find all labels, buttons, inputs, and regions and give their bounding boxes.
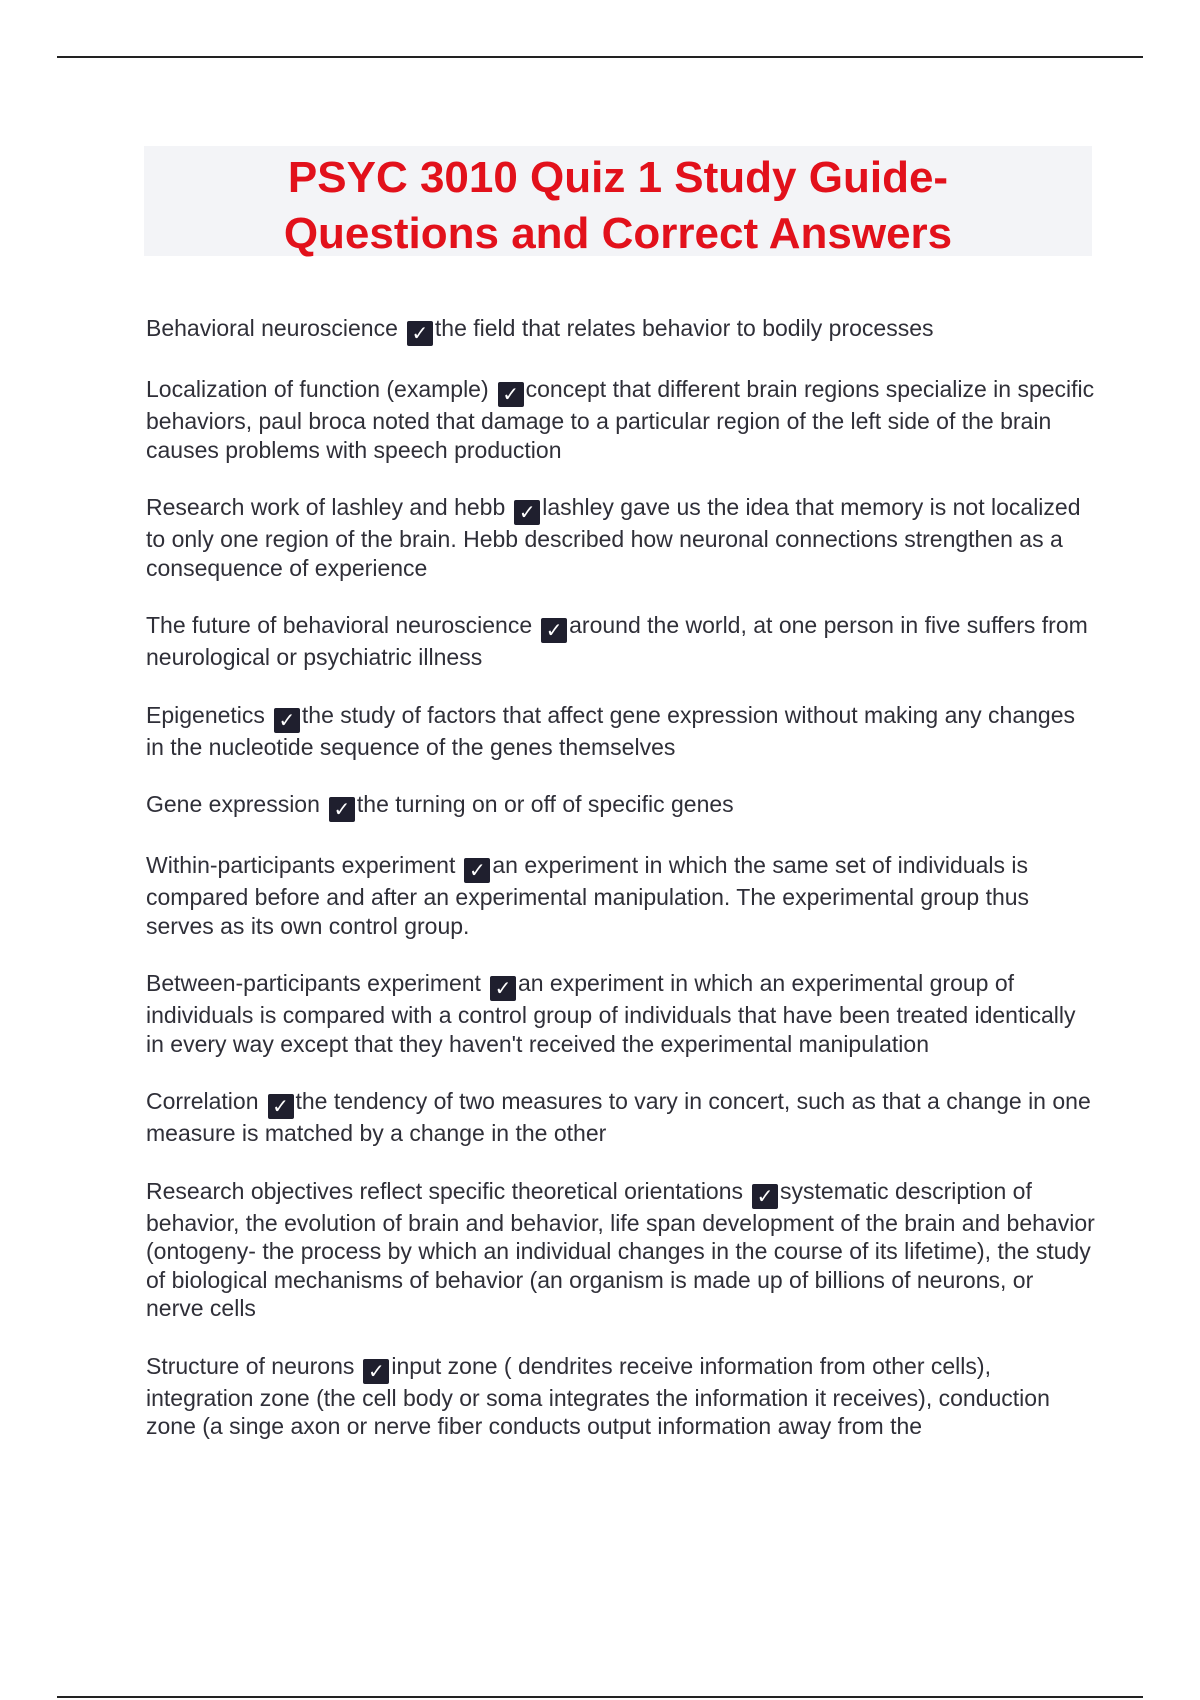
qa-list <box>146 314 1096 1470</box>
entry-term: Gene expression <box>146 791 320 817</box>
entry-definition: the tendency of two measures to vary in concert, such as that a change in one measure is matched by a change in the other <box>146 1088 1091 1146</box>
qa-entry <box>146 851 1096 940</box>
checkmark-icon: ✓ <box>274 708 300 733</box>
document-title <box>144 146 1092 262</box>
checkmark-icon: ✓ <box>541 618 567 643</box>
entry-definition: lashley gave us the idea that memory is not localized to only one region of the brain. Hebb described how neuronal connections strengthen as a consequence of experience <box>146 494 1081 581</box>
bottom-rule <box>57 1696 1143 1698</box>
checkmark-icon: ✓ <box>329 797 355 822</box>
entry-term: Within-participants experiment <box>146 852 456 878</box>
qa-entry <box>146 701 1096 762</box>
checkmark-icon: ✓ <box>407 321 433 346</box>
entry-definition: concept that different brain regions specialize in specific behaviors, paul broca noted that damage to a particular region of the left side of the brain causes problems with speech production <box>146 376 1095 463</box>
entry-definition: the turning on or off of specific genes <box>356 791 734 817</box>
entry-term: Research objectives reflect specific theoretical orientations <box>146 1177 744 1204</box>
title-line-2: Questions and Correct Answers <box>283 209 953 258</box>
checkmark-icon: ✓ <box>490 976 516 1001</box>
qa-entry <box>146 790 1096 822</box>
entry-term: Epigenetics <box>146 701 265 728</box>
checkmark-icon: ✓ <box>752 1184 778 1209</box>
entry-definition: the field that relates behavior to bodily processes <box>434 315 934 341</box>
checkmark-icon: ✓ <box>268 1094 294 1119</box>
checkmark-icon: ✓ <box>498 382 524 407</box>
qa-entry <box>146 611 1096 672</box>
entry-definition: an experiment in which the same set of individuals is compared before and after an experimental manipulation. The experimental group thus serves as its own control group. <box>146 852 1030 939</box>
entry-term: Between-participants experiment <box>146 970 481 996</box>
qa-entry <box>146 969 1096 1058</box>
entry-definition: systematic description of behavior, the evolution of brain and behavior, life span development of the brain and behavior (ontogeny- the process by which an individual changes in the course of its lifetime), the study of biological mechanisms of behavior (an organism is made up of billions of neurons, or nerve cells <box>146 1177 1095 1321</box>
qa-entry <box>146 314 1096 346</box>
entry-term: Localization of function (example) <box>146 376 489 402</box>
qa-entry <box>146 493 1096 582</box>
entry-definition: the study of factors that affect gene expression without making any changes in the nucleotide sequence of the genes themselves <box>146 701 1076 760</box>
entry-term: The future of behavioral neuroscience <box>146 612 533 638</box>
checkmark-icon: ✓ <box>464 858 490 883</box>
entry-term: Behavioral neuroscience <box>146 315 398 341</box>
entry-term: Research work of lashley and hebb <box>146 494 506 520</box>
qa-entry <box>146 375 1096 464</box>
qa-entry <box>146 1177 1096 1323</box>
entry-definition: an experiment in which an experimental group of individuals is compared with a control group of individuals that have been treated identically in every way except that they haven't received the experimental manipulation <box>146 970 1076 1057</box>
checkmark-icon: ✓ <box>363 1359 389 1384</box>
entry-term: Structure of neurons <box>146 1352 355 1379</box>
top-rule <box>57 56 1143 58</box>
entry-definition: around the world, at one person in five suffers from neurological or psychiatric illness <box>146 612 1088 670</box>
title-banner <box>144 146 1092 256</box>
title-line-1: PSYC 3010 Quiz 1 Study Guide- <box>287 153 949 202</box>
entry-definition: input zone ( dendrites receive information from other cells), integration zone (the cell body or soma integrates the information it receives), conduction zone (a singe axon or nerve fiber conducts output information away from the <box>146 1352 1050 1439</box>
entry-term: Correlation <box>146 1088 259 1114</box>
checkmark-icon: ✓ <box>514 500 540 525</box>
qa-entry <box>146 1087 1096 1148</box>
qa-entry <box>146 1352 1096 1441</box>
